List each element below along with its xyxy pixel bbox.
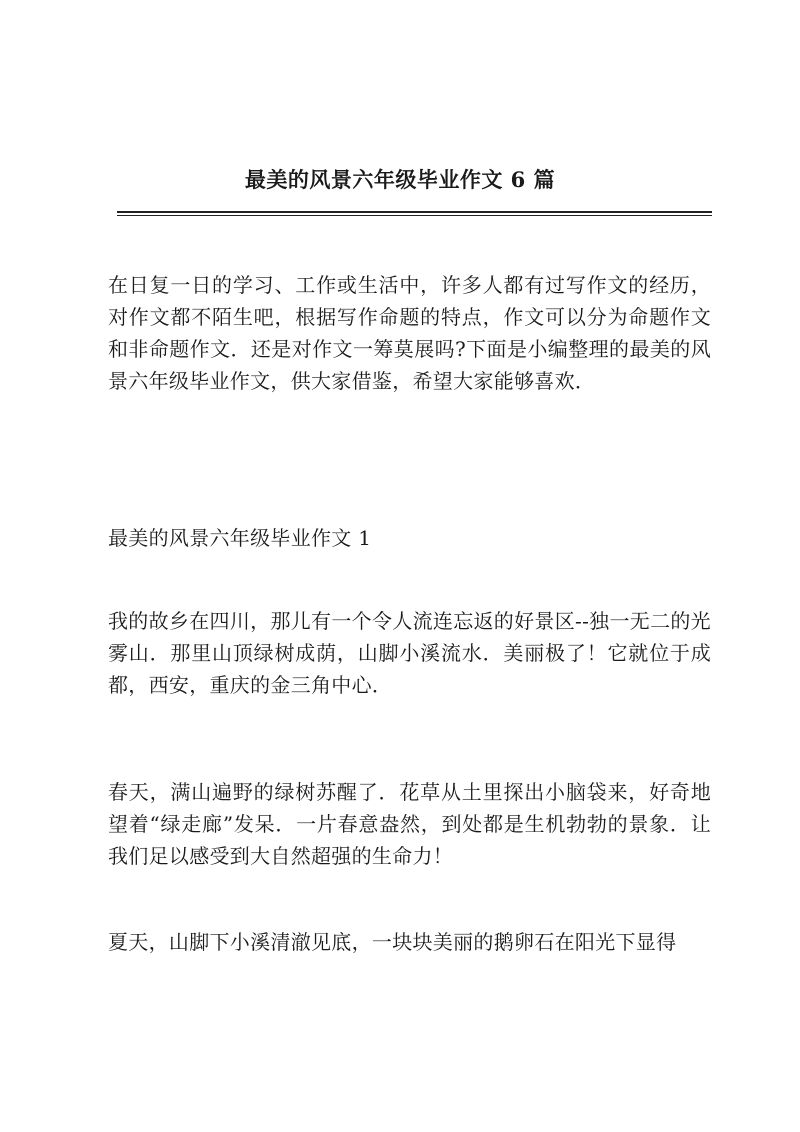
body-paragraph: 我的故乡在四川，那儿有一个令人流连忘返的好景区--独一无二的光雾山．那里山顶绿树成荫，山脚小溪流水．美丽极了！它就位于成都，西安，重庆的金三角中心． [108, 609, 711, 697]
section-heading: 最美的风景六年级毕业作文 1 [108, 526, 372, 550]
body-paragraph: 夏天，山脚下小溪清澈见底，一块块美丽的鹅卵石在阳光下显得 [108, 930, 677, 954]
intro-paragraph: 在日复一日的学习、工作或生活中，许多人都有过写作文的经历，对作文都不陌生吧，根据写作命题的特点，作文可以分为命题作文和非命题作文．还是对作文一筹莫展吗?下面是小编整理的最美的风景六年级毕业作文，供大家借鉴，希望大家能够喜欢． [108, 273, 711, 393]
title-underline [117, 211, 712, 216]
body-paragraph: 春天，满山遍野的绿树苏醒了．花草从土里探出小脑袋来，好奇地望着“绿走廊”发呆．一片春意盎然，到处都是生机勃勃的景象．让我们足以感受到大自然超强的生命力！ [108, 780, 711, 868]
page-title: 最美的风景六年级毕业作文 6 篇 [244, 167, 556, 192]
